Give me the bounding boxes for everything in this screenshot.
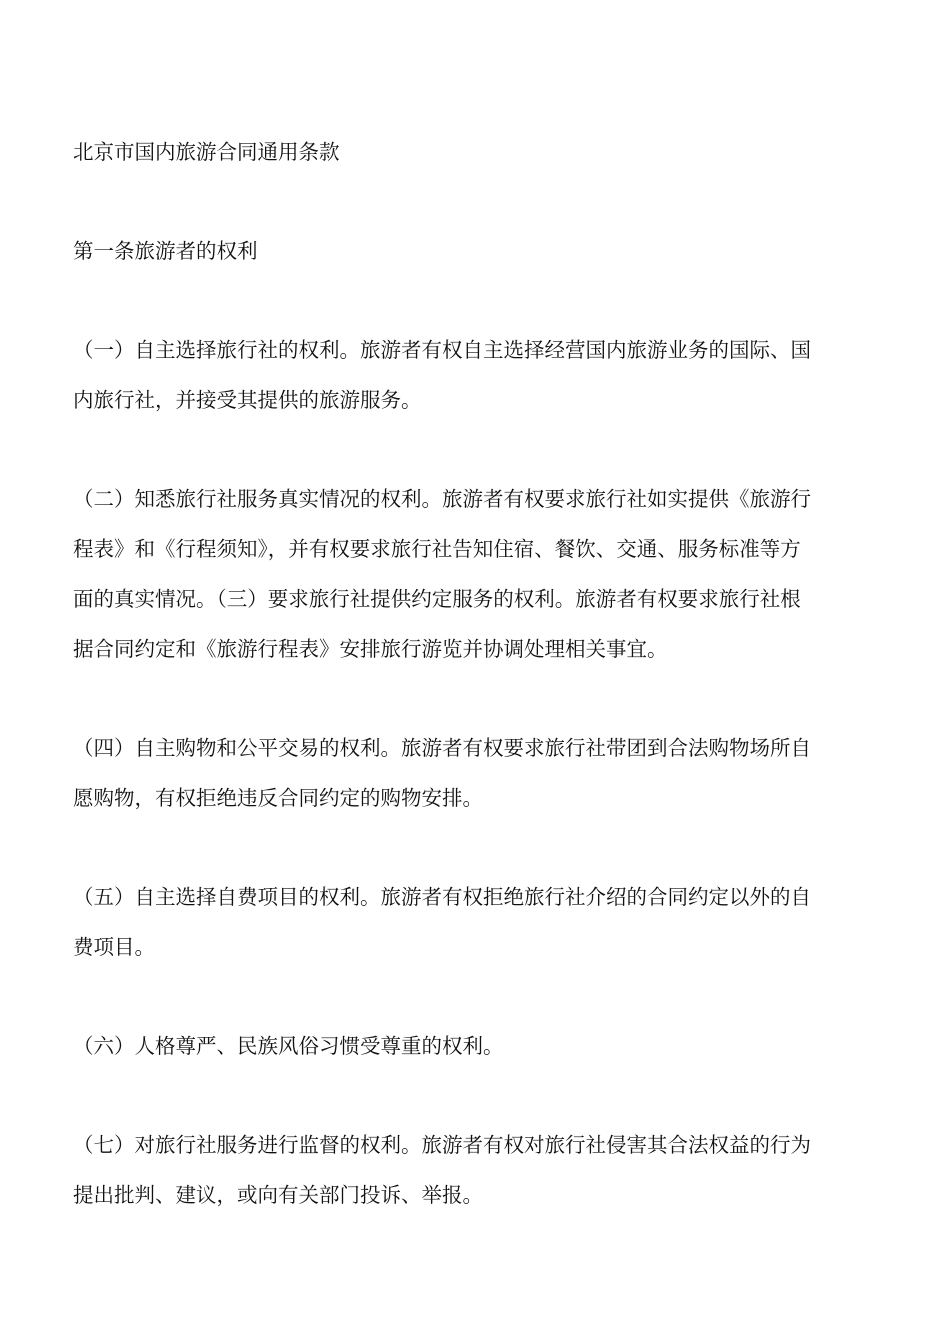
paragraph-line: （五）自主选择自费项目的权利。旅游者有权拒绝旅行社介绍的合同约定以外的自 [73, 885, 811, 909]
document-title: 北京市国内旅游合同通用条款 [73, 140, 340, 164]
paragraph-line: 内旅行社，并接受其提供的旅游服务。 [73, 388, 422, 412]
paragraph-line: 面的真实情况。（三）要求旅行社提供约定服务的权利。旅游者有权要求旅行社根 [73, 587, 801, 611]
paragraph-line: （一）自主选择旅行社的权利。旅游者有权自主选择经营国内旅游业务的国际、国 [73, 338, 811, 362]
paragraph-line: （四）自主购物和公平交易的权利。旅游者有权要求旅行社带团到合法购物场所自 [73, 736, 811, 760]
section-heading: 第一条旅游者的权利 [73, 239, 258, 263]
paragraph-line: （二）知悉旅行社服务真实情况的权利。旅游者有权要求旅行社如实提供《旅游行 [73, 487, 811, 511]
paragraph-line: 费项目。 [73, 935, 155, 959]
paragraph-line: 程表》和《行程须知》，并有权要求旅行社告知住宿、餐饮、交通、服务标准等方 [73, 537, 801, 561]
paragraph-line: （七）对旅行社服务进行监督的权利。旅游者有权对旅行社侵害其合法权益的行为 [73, 1133, 811, 1157]
paragraph-line: 愿购物，有权拒绝违反合同约定的购物安排。 [73, 786, 483, 810]
paragraph-line: 据合同约定和《旅游行程表》安排旅行游览并协调处理相关事宜。 [73, 637, 668, 661]
paragraph-line: （六）人格尊严、民族风俗习惯受尊重的权利。 [73, 1034, 504, 1058]
paragraph-line: 提出批判、建议，或向有关部门投诉、举报。 [73, 1183, 483, 1207]
